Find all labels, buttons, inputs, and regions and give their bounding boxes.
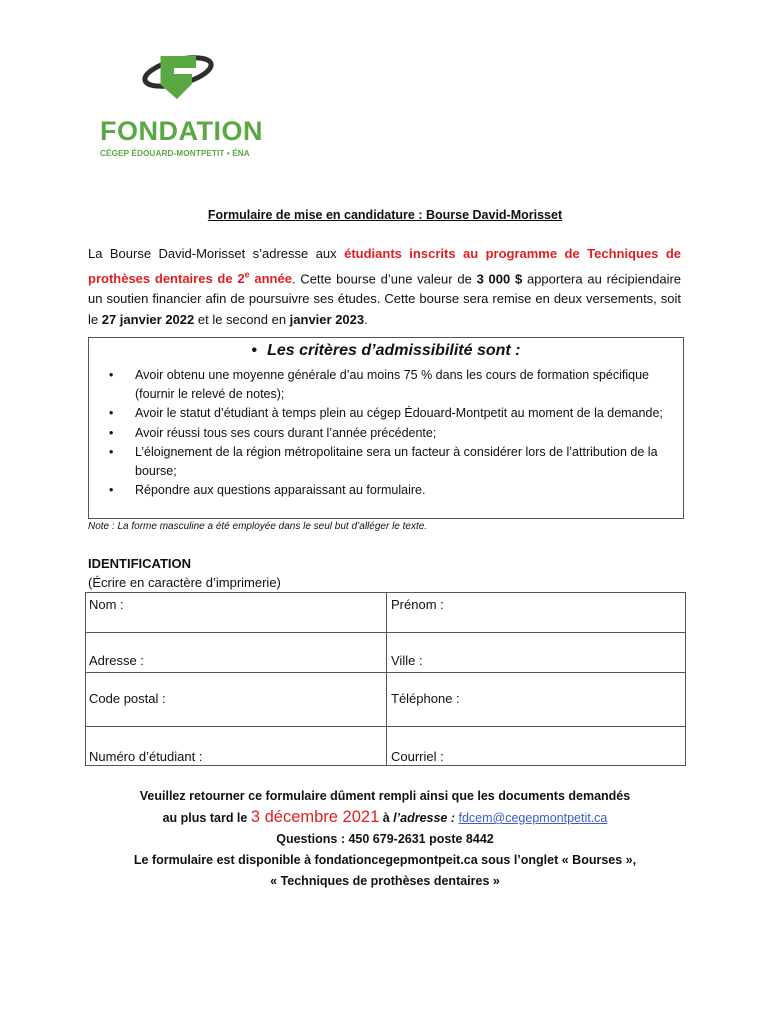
footer-line-5: « Techniques de prothèses dentaires » bbox=[270, 874, 500, 888]
criteria-list bbox=[109, 366, 669, 500]
logo-subtitle: CÉGEP ÉDOUARD-MONTPETIT • ÉNA bbox=[100, 149, 250, 158]
identification-form-table bbox=[85, 592, 686, 766]
row-divider bbox=[86, 726, 685, 727]
adresse-field[interactable]: Adresse : bbox=[89, 653, 144, 668]
footer-line-3: Questions : 450 679-2631 poste 8442 bbox=[276, 832, 494, 846]
telephone-field[interactable]: Téléphone : bbox=[391, 691, 460, 706]
intro-highlight: étudiants inscrits au programme de Techniques de prothèses dentaires de 2e année bbox=[88, 246, 682, 286]
prenom-field[interactable]: Prénom : bbox=[391, 597, 444, 612]
second-payment-date: janvier 2023 bbox=[289, 311, 365, 327]
email-field[interactable]: Courriel : bbox=[391, 749, 444, 764]
intro-text-3: apportera au récipiendaire un soutien financier afin de poursuivre ses études. Cette bourse sera remise en deux versements, soit le bbox=[88, 270, 682, 327]
email-link[interactable]: fdcem@cegepmontpetit.ca bbox=[458, 811, 608, 825]
shield-logo-icon bbox=[100, 48, 260, 112]
ville-field[interactable]: Ville : bbox=[391, 653, 423, 668]
nom-field[interactable]: Nom : bbox=[89, 597, 124, 612]
form-title: Formulaire de mise en candidature : Bourse David-Morisset bbox=[207, 208, 563, 222]
foundation-logo bbox=[100, 48, 263, 158]
criteria-item: • Avoir le statut d’étudiant à temps plein au cégep Édouard-Montpetit au moment de la demande; bbox=[109, 404, 669, 423]
criteria-title: • Les critères d’admissibilité sont : bbox=[251, 342, 521, 359]
logo-wordmark: FONDATION bbox=[100, 116, 263, 146]
footer-line-4: Le formulaire est disponible à fondationcegepmontpeit.ca sous l’onglet « Bourses », bbox=[133, 853, 637, 867]
intro-text-4: et le second en bbox=[194, 311, 290, 327]
footer-line-2: au plus tard le 3 décembre 2021 à l’adresse : fdcem@cegepmontpetit.ca bbox=[162, 808, 608, 826]
identification-subheading: (Écrire en caractère d’imprimerie) bbox=[88, 575, 281, 590]
intro-paragraph: La Bourse David-Morisset s’adresse aux étudiants inscrits au programme de Techniques de prothèses dentaires de 2e année. Cette bourse d’une valeur de 3 000 $ apportera au récipiendaire un soutien financier afin de poursuivre ses études. Cette bourse sera remise en deux versements, soit le 27 janvier 2022 et le second en janvier 2023. bbox=[88, 246, 682, 327]
bursary-amount: 3 000 $ bbox=[476, 270, 523, 286]
footer-line-1: Veuillez retourner ce formulaire dûment rempli ainsi que les documents demandés bbox=[139, 789, 631, 803]
student-number-field[interactable]: Numéro d’étudiant : bbox=[89, 749, 203, 764]
identification-heading: IDENTIFICATION bbox=[88, 556, 192, 571]
intro-text-2: . Cette bourse d’une valeur de bbox=[291, 270, 477, 286]
bullet-icon: • bbox=[251, 342, 258, 359]
gender-note: Note : La forme masculine a été employée dans le seul but d’alléger le texte. bbox=[88, 521, 428, 532]
deadline-date: 3 décembre 2021 bbox=[250, 808, 380, 826]
submission-instructions bbox=[0, 786, 770, 892]
criteria-item: • Avoir réussi tous ses cours durant l’année précédente; bbox=[109, 424, 669, 443]
row-divider bbox=[86, 632, 685, 633]
criteria-item: • Répondre aux questions apparaissant au formulaire. bbox=[109, 481, 669, 500]
first-payment-date: 27 janvier 2022 bbox=[101, 311, 195, 327]
intro-text-1: La Bourse David-Morisset s’adresse aux bbox=[88, 246, 345, 261]
row-divider bbox=[86, 672, 685, 673]
criteria-item: • L’éloignement de la région métropolitaine sera un facteur à considérer lors de l’attribution de la bourse; bbox=[109, 443, 669, 481]
column-divider bbox=[386, 593, 387, 765]
criteria-item: • Avoir obtenu une moyenne générale d’au moins 75 % dans les cours de formation spécifique (fournir le relevé de notes); bbox=[109, 366, 669, 404]
eligibility-criteria-box bbox=[88, 337, 684, 519]
code-postal-field[interactable]: Code postal : bbox=[89, 691, 166, 706]
